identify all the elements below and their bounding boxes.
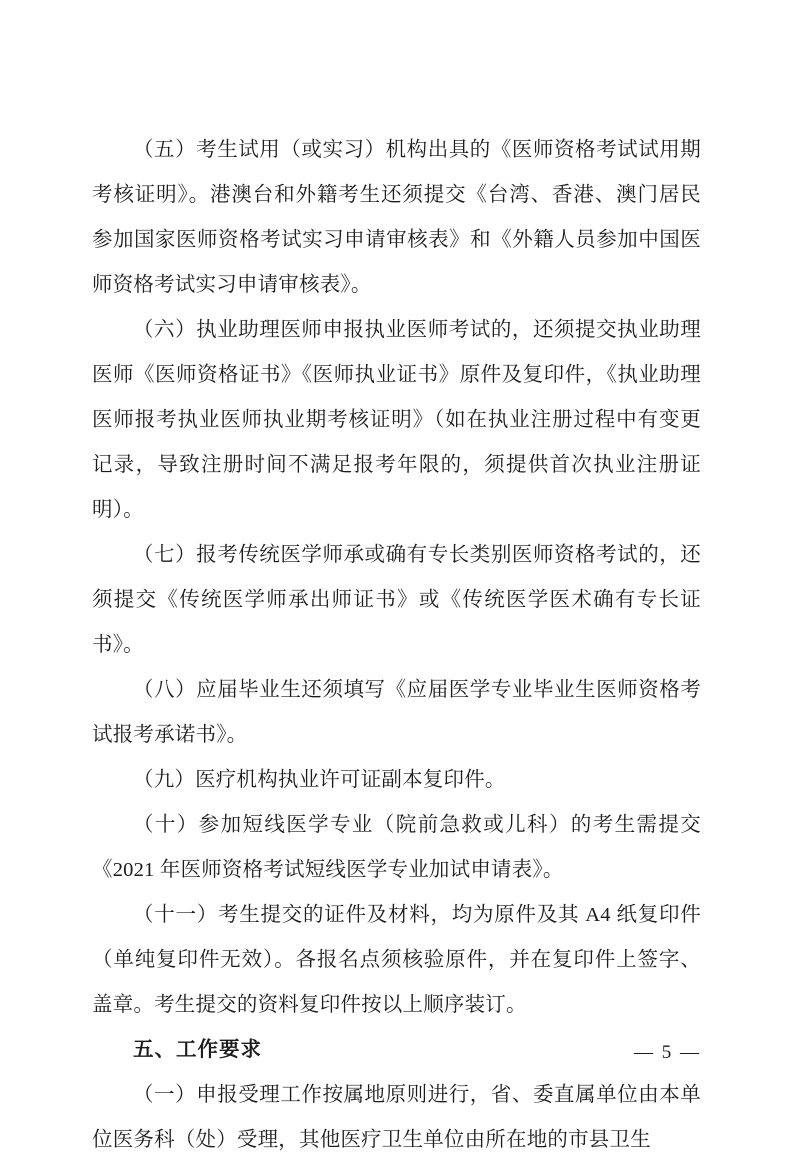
section-heading-work-requirements: 五、工作要求 bbox=[133, 1039, 262, 1061]
paragraph-10: （十）参加短线医学专业（院前急救或儿科）的考生需提交《2021 年医师资格考试短线医学专业加试申请表》。 bbox=[92, 814, 701, 881]
paragraph-11: （十一）考生提交的证件及材料，均为原件及其 A4 纸复印件（单纯复印件无效）。各报名点须核验原件，并在复印件上签字、盖章。考生提交的资料复印件按以上顺序装订。 bbox=[92, 904, 701, 1016]
page-number: — 5 — bbox=[634, 1042, 701, 1063]
paragraph-9: （九）医疗机构执业许可证副本复印件。 bbox=[133, 769, 506, 791]
paragraph-5: （五）考生试用（或实习）机构出具的《医师资格考试试用期考核证明》。港澳台和外籍考生还须提交《台湾、香港、澳门居民参加国家医师资格考试实习申请审核表》和《外籍人员参加中国医师资格考试实习申请审核表》。 bbox=[92, 139, 701, 296]
paragraph-6: （六）执业助理医师申报执业医师考试的，还须提交执业助理医师《医师资格证书》《医师执业证书》原件及复印件，《执业助理医师报考执业医师执业期考核证明》（如在执业注册过程中有变更记录，导致注册时间不满足报考年限的，须提供首次执业注册证明）。 bbox=[92, 319, 701, 521]
document-body bbox=[92, 128, 701, 1163]
paragraph-7: （七）报考传统医学师承或确有专长类别医师资格考试的，还须提交《传统医学师承出师证书》或《传统医学医术确有专长证书》。 bbox=[92, 544, 701, 656]
paragraph-work-1: （一）申报受理工作按属地原则进行，省、委直属单位由本单位医务科（处）受理，其他医疗卫生单位由所在地的市县卫生 bbox=[92, 1084, 701, 1151]
paragraph-8: （八）应届毕业生还须填写《应届医学专业毕业生医师资格考试报考承诺书》。 bbox=[92, 679, 701, 746]
